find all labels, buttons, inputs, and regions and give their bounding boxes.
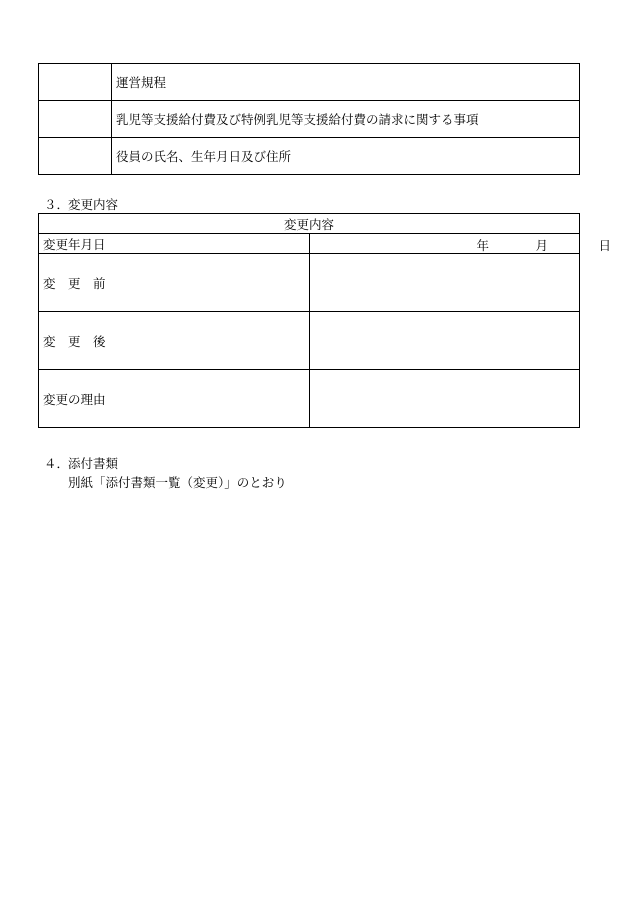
item-label: 乳児等支援給付費及び特例乳児等支援給付費の請求に関する事項 [112, 101, 580, 138]
date-row [39, 234, 580, 254]
item-label: 役員の氏名、生年月日及び住所 [112, 138, 580, 175]
after-row [39, 312, 580, 370]
attachments-note: 別紙「添付書類一覧（変更）」のとおり [68, 475, 287, 490]
year-label: 年 [476, 238, 490, 253]
reason-row [39, 370, 580, 428]
section-number: ３． [44, 197, 70, 212]
table-header-row [39, 214, 580, 234]
before-label: 変 更 前 [39, 254, 310, 312]
table-row [39, 101, 580, 138]
change-contents-table [38, 213, 612, 428]
table-row [39, 138, 580, 175]
checkbox-cell[interactable] [39, 64, 112, 101]
item-label: 運営規程 [112, 64, 580, 101]
section-number: ４． [44, 456, 70, 471]
section-title: 変更内容 [68, 197, 119, 212]
checkbox-cell[interactable] [39, 101, 112, 138]
checkbox-cell[interactable] [39, 138, 112, 175]
table-header: 変更内容 [39, 214, 580, 234]
date-field[interactable] [309, 234, 612, 254]
reason-field[interactable] [309, 370, 580, 428]
date-label: 変更年月日 [39, 234, 310, 254]
before-field[interactable] [309, 254, 580, 312]
section-4-heading [44, 454, 118, 472]
section-title: 添付書類 [68, 456, 119, 471]
before-row [39, 254, 580, 312]
reason-label: 変更の理由 [39, 370, 310, 428]
change-items-table [38, 63, 580, 175]
section-3-heading [44, 195, 118, 213]
table-row [39, 64, 580, 101]
after-field[interactable] [309, 312, 580, 370]
month-label: 月 [535, 238, 549, 253]
after-label: 変 更 後 [39, 312, 310, 370]
day-label: 日 [598, 238, 612, 253]
